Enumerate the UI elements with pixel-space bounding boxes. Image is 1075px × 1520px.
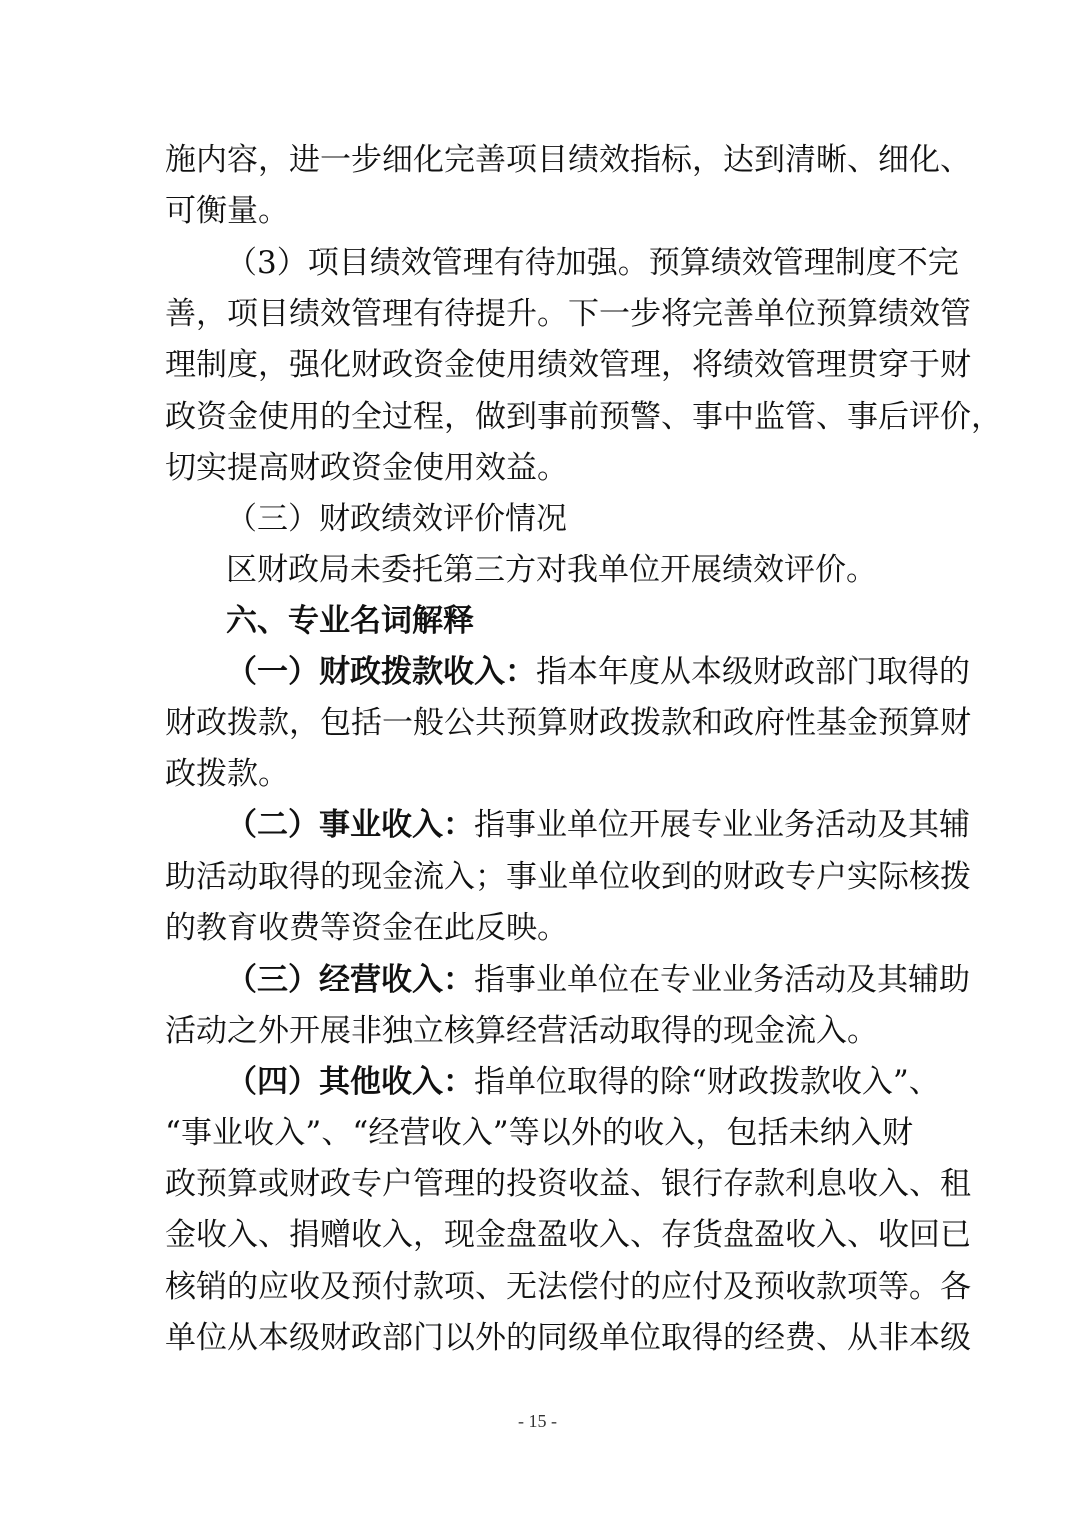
paragraph-line: 政资金使用的全过程，做到事前预警、事中监管、事后评价， (165, 399, 1002, 435)
term-label: （四）其他收入： (226, 1064, 474, 1100)
paragraph-line: 切实提高财政资金使用效益。 (165, 450, 568, 486)
definition-text: 指单位取得的除“财政拨款收入”、 (474, 1064, 940, 1100)
paragraph-line: 助活动取得的现金流入；事业单位收到的财政专户实际核拨 (165, 859, 971, 895)
paragraph-line: 政预算或财政专户管理的投资收益、银行存款利息收入、租 (165, 1166, 971, 1202)
term-label: （一）财政拨款收入： (226, 654, 536, 690)
definition-line (226, 955, 970, 1005)
paragraph-line: 单位从本级财政部门以外的同级单位取得的经费、从非本级 (165, 1320, 971, 1356)
definition-text: 指事业单位开展专业业务活动及其辅 (474, 807, 970, 843)
paragraph-line: 金收入、捐赠收入，现金盘盈收入、存货盘盈收入、收回已 (165, 1217, 971, 1253)
paragraph-line: 善，项目绩效管理有待提升。下一步将完善单位预算绩效管 (165, 296, 971, 332)
paragraph-line: 施内容，进一步细化完善项目绩效指标，达到清晰、细化、 (165, 142, 971, 178)
term-label: （三）经营收入： (226, 962, 474, 998)
section-subheading: （三）财政绩效评价情况 (226, 501, 567, 537)
paragraph-line: 理制度，强化财政资金使用绩效管理，将绩效管理贯穿于财 (165, 347, 971, 383)
definition-text: 指本年度从本级财政部门取得的 (536, 654, 970, 690)
section-heading: 六、专业名词解释 (226, 603, 474, 639)
paragraph-line: 可衡量。 (165, 193, 289, 229)
paragraph-line: 核销的应收及预付款项、无法偿付的应付及预收款项等。各 (165, 1269, 971, 1305)
page-number: - 15 - (518, 1411, 557, 1431)
definition-text: 指事业单位在专业业务活动及其辅助 (474, 962, 970, 998)
paragraph-line: 财政拨款，包括一般公共预算财政拨款和政府性基金预算财 (165, 705, 971, 741)
paragraph-line: 区财政局未委托第三方对我单位开展绩效评价。 (226, 552, 877, 588)
paragraph-line: 的教育收费等资金在此反映。 (165, 910, 568, 946)
definition-line (226, 800, 970, 850)
definition-line (226, 647, 970, 697)
paragraph-line: 政拨款。 (165, 756, 289, 792)
term-label: （二）事业收入： (226, 807, 474, 843)
paragraph-line: 活动之外开展非独立核算经营活动取得的现金流入。 (165, 1013, 878, 1049)
paragraph-line: （3）项目绩效管理有待加强。预算绩效管理制度不完 (226, 245, 959, 281)
paragraph-line: “事业收入”、“经营收入”等以外的收入，包括未纳入财 (165, 1115, 913, 1151)
definition-line (226, 1057, 940, 1107)
